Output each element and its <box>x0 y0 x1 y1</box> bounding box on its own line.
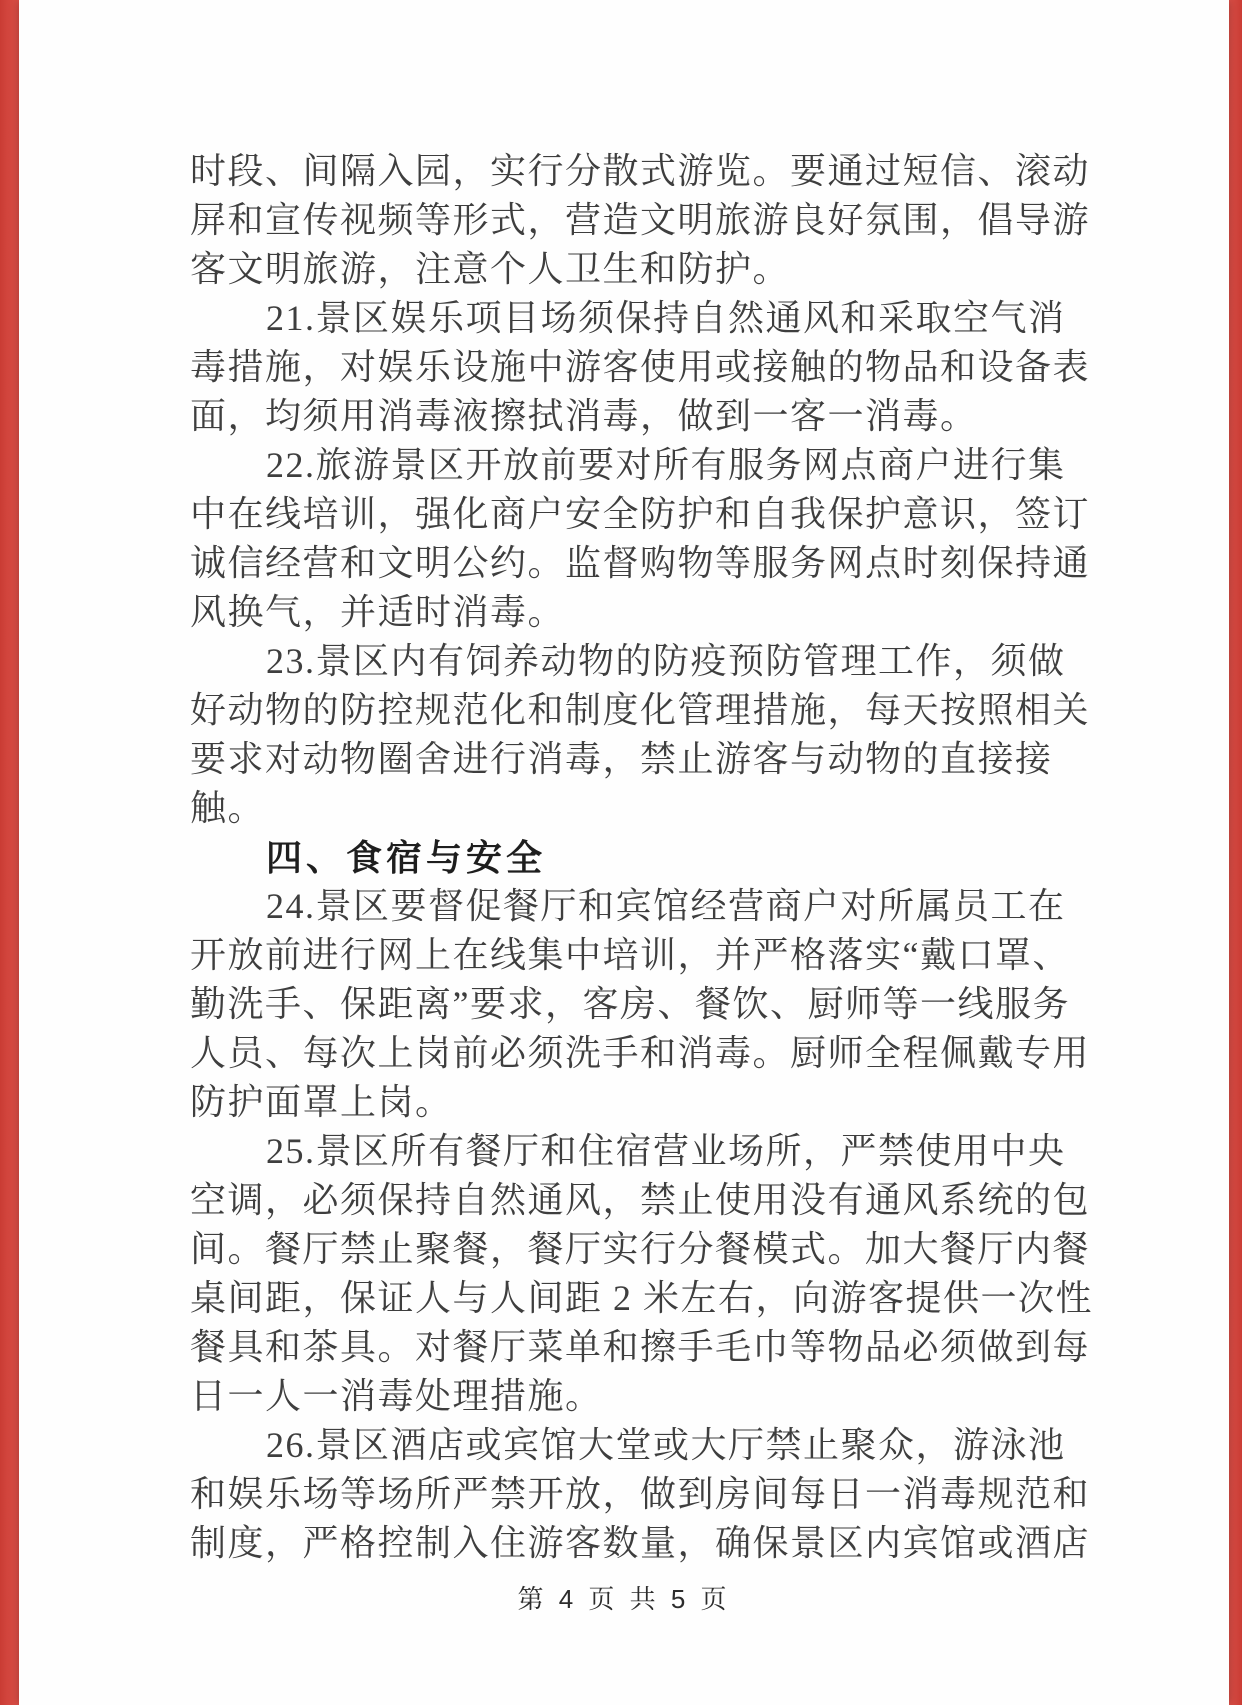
text-line: 开放前进行网上在线集中培训，并严格落实“戴口罩、 <box>190 935 1070 975</box>
text-line: 24.景区要督促餐厅和宾馆经营商户对所属员工在 <box>266 886 1066 926</box>
document-text <box>190 147 1098 1568</box>
right-edge-bar <box>1229 0 1242 1705</box>
document-page[interactable] <box>19 0 1229 1705</box>
text-line: 面，均须用消毒液擦拭消毒，做到一客一消毒。 <box>190 396 978 436</box>
text-line: 毒措施，对娱乐设施中游客使用或接触的物品和设备表 <box>190 347 1091 387</box>
text-line: 诚信经营和文明公约。监督购物等服务网点时刻保持通 <box>190 543 1091 583</box>
text-line: 空调，必须保持自然通风，禁止使用没有通风系统的包 <box>190 1180 1091 1220</box>
text-line: 26.景区酒店或宾馆大堂或大厅禁止聚众，游泳池 <box>266 1425 1066 1465</box>
text-line: 制度，严格控制入住游客数量，确保景区内宾馆或酒店 <box>190 1523 1091 1563</box>
text-line: 22.旅游景区开放前要对所有服务网点商户进行集 <box>266 445 1066 485</box>
text-line: 人员、每次上岗前必须洗手和消毒。厨师全程佩戴专用 <box>190 1033 1091 1073</box>
section-heading: 四、食宿与安全 <box>266 837 547 878</box>
text-line: 23.景区内有饲养动物的防疫预防管理工作，须做 <box>266 641 1066 681</box>
text-line: 要求对动物圈舍进行消毒，禁止游客与动物的直接接 <box>190 739 1053 779</box>
text-line: 时段、间隔入园，实行分散式游览。要通过短信、滚动 <box>190 151 1091 191</box>
text-line: 勤洗手、保距离”要求，客房、餐饮、厨师等一线服务 <box>190 984 1070 1024</box>
text-line: 防护面罩上岗。 <box>190 1082 453 1122</box>
text-line: 好动物的防控规范化和制度化管理措施，每天按照相关 <box>190 690 1091 730</box>
text-line: 桌间距，保证人与人间距 2 米左右，向游客提供一次性 <box>190 1278 1094 1318</box>
text-line: 间。餐厅禁止聚餐，餐厅实行分餐模式。加大餐厅内餐 <box>190 1229 1091 1269</box>
text-line: 餐具和茶具。对餐厅菜单和擦手毛巾等物品必须做到每 <box>190 1327 1091 1367</box>
page-number-footer: 第 4 页 共 5 页 <box>517 1584 731 1614</box>
text-line: 21.景区娱乐项目场须保持自然通风和采取空气消 <box>266 298 1066 338</box>
text-line: 客文明旅游，注意个人卫生和防护。 <box>190 249 791 289</box>
text-line: 屏和宣传视频等形式，营造文明旅游良好氛围，倡导游 <box>190 200 1091 240</box>
text-line: 中在线培训，强化商户安全防护和自我保护意识，签订 <box>190 494 1091 534</box>
text-line: 触。 <box>190 788 266 828</box>
text-line: 和娱乐场等场所严禁开放，做到房间每日一消毒规范和 <box>190 1474 1091 1514</box>
left-edge-bar <box>0 0 19 1705</box>
text-line: 25.景区所有餐厅和住宿营业场所，严禁使用中央 <box>266 1131 1066 1171</box>
text-line: 日一人一消毒处理措施。 <box>190 1376 603 1416</box>
text-line: 风换气，并适时消毒。 <box>190 592 566 632</box>
